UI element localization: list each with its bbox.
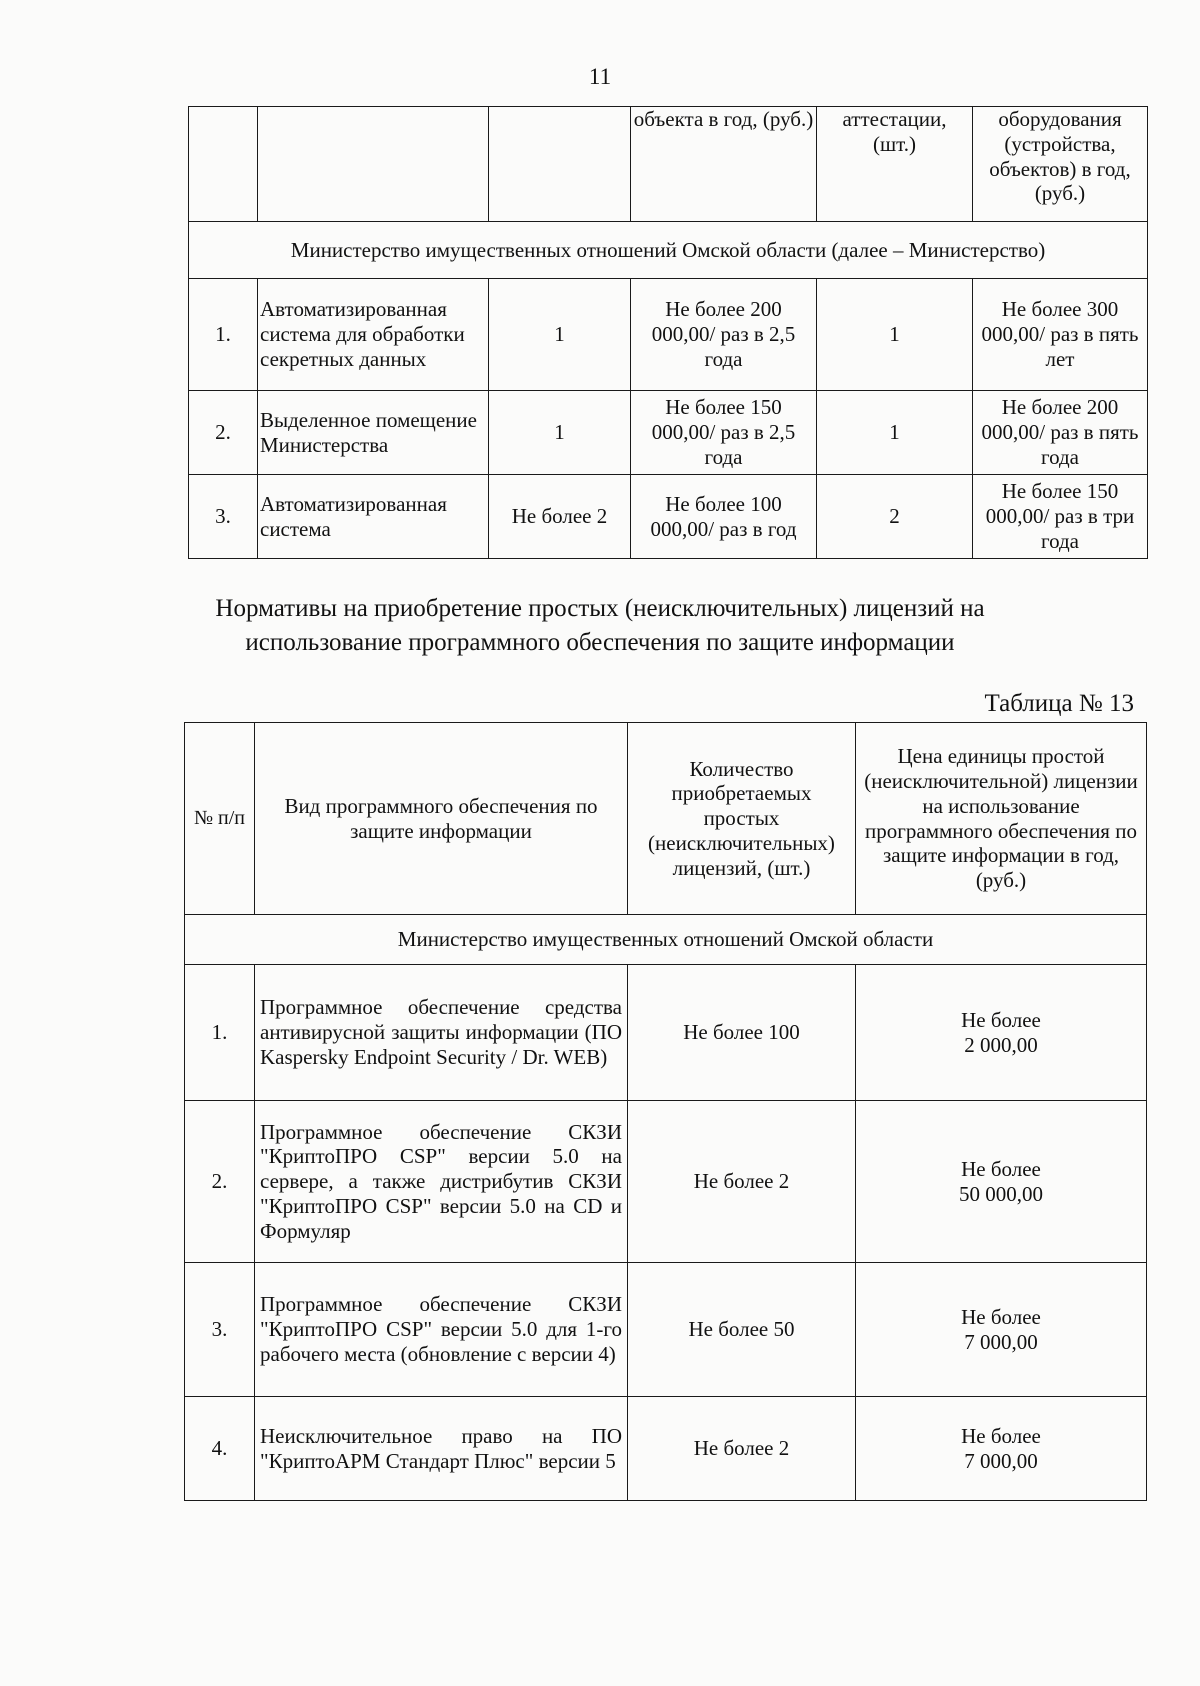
section-heading [0, 592, 1200, 660]
table-row [185, 1397, 1147, 1501]
row-number: 2. [185, 1101, 255, 1263]
license-price [856, 1397, 1147, 1501]
software-name: Программное обеспечение СКЗИ "КриптоПРО CSP" версии 5.0 для 1-го рабочего места (обновление с версии 4) [255, 1263, 628, 1397]
license-qty: Не более 2 [628, 1101, 856, 1263]
price-label: Не более [961, 1304, 1041, 1329]
object-qty: Не более 2 [489, 475, 631, 559]
license-price [856, 1263, 1147, 1397]
attestation-cost: Не более 200 000,00/ раз в 2,5 года [631, 279, 817, 391]
equipment-cost: Не более 200 000,00/ раз в пять года [973, 391, 1148, 475]
license-qty: Не более 100 [628, 965, 856, 1101]
row-number: 1. [189, 279, 258, 391]
object-name: Автоматизированная система для обработки секретных данных [258, 279, 489, 391]
attestation-cost: Не более 150 000,00/ раз в 2,5 года [631, 391, 817, 475]
object-qty: 1 [489, 279, 631, 391]
attestation-qty: 1 [817, 279, 973, 391]
licenses-table [184, 722, 1147, 1501]
attestation-qty: 2 [817, 475, 973, 559]
header-cell [189, 107, 258, 222]
table-row [189, 279, 1148, 391]
header-cell [258, 107, 489, 222]
table-row [185, 965, 1147, 1101]
header-price: Цена единицы простой (неисключительной) лицензии на использование программного обеспечения по защите информации в год, (руб.) [856, 723, 1147, 915]
equipment-cost: Не более 300 000,00/ раз в пять лет [973, 279, 1148, 391]
row-number: 2. [189, 391, 258, 475]
license-price [856, 1101, 1147, 1263]
table-row [189, 475, 1148, 559]
object-name: Автоматизированная система [258, 475, 489, 559]
section-heading-line-2: использование программного обеспечения по защите информации [245, 629, 955, 656]
object-qty: 1 [489, 391, 631, 475]
table-row [189, 391, 1148, 475]
header-cell-cost: объекта в год, (руб.) [631, 107, 817, 222]
table-row [185, 1101, 1147, 1263]
attestation-qty: 1 [817, 391, 973, 475]
header-software: Вид программного обеспечения по защите информации [255, 723, 628, 915]
price-value: 7 000,00 [964, 1448, 1038, 1473]
price-label: Не более [961, 1423, 1041, 1448]
table-row [185, 1263, 1147, 1397]
object-name: Выделенное помещение Министерства [258, 391, 489, 475]
equipment-cost: Не более 150 000,00/ раз в три года [973, 475, 1148, 559]
license-qty: Не более 2 [628, 1397, 856, 1501]
price-value: 2 000,00 [964, 1032, 1038, 1057]
section-title: Министерство имущественных отношений Омской области (далее – Министерство) [189, 222, 1148, 279]
license-price [856, 965, 1147, 1101]
table-label: Таблица № 13 [984, 690, 1134, 717]
price-value: 7 000,00 [964, 1329, 1038, 1354]
table-header-row [185, 723, 1147, 915]
header-cell-equipment: оборудования (устройства, объектов) в год, (руб.) [973, 107, 1148, 222]
license-qty: Не более 50 [628, 1263, 856, 1397]
header-cell [489, 107, 631, 222]
price-value: 50 000,00 [959, 1181, 1043, 1206]
row-number: 1. [185, 965, 255, 1101]
header-cell-attestation: аттестации, (шт.) [817, 107, 973, 222]
section-row [189, 222, 1148, 279]
price-label: Не более [961, 1156, 1041, 1181]
section-row [185, 915, 1147, 965]
page-number: 11 [588, 64, 612, 89]
price-label: Не более [961, 1007, 1041, 1032]
header-qty: Количество приобретаемых простых (неисключительных) лицензий, (шт.) [628, 723, 856, 915]
software-name: Программное обеспечение средства антивирусной защиты информации (ПО Kaspersky Endpoint Security / Dr. WEB) [255, 965, 628, 1101]
row-number: 3. [185, 1263, 255, 1397]
section-title: Министерство имущественных отношений Омской области [185, 915, 1147, 965]
software-name: Программное обеспечение СКЗИ "КриптоПРО CSP" версии 5.0 на сервере, а также дистрибутив СКЗИ "КриптоПРО CSP" версии 5.0 на CD и Формуляр [255, 1101, 628, 1263]
header-num: № п/п [185, 723, 255, 915]
section-heading-line-1: Нормативы на приобретение простых (неисключительных) лицензий на [215, 595, 985, 622]
software-name: Неисключительное право на ПО "КриптоАРМ Стандарт Плюс" версии 5 [255, 1397, 628, 1501]
row-number: 3. [189, 475, 258, 559]
row-number: 4. [185, 1397, 255, 1501]
attestation-cost: Не более 100 000,00/ раз в год [631, 475, 817, 559]
table-header-row [189, 107, 1148, 222]
attestation-table [188, 106, 1148, 559]
